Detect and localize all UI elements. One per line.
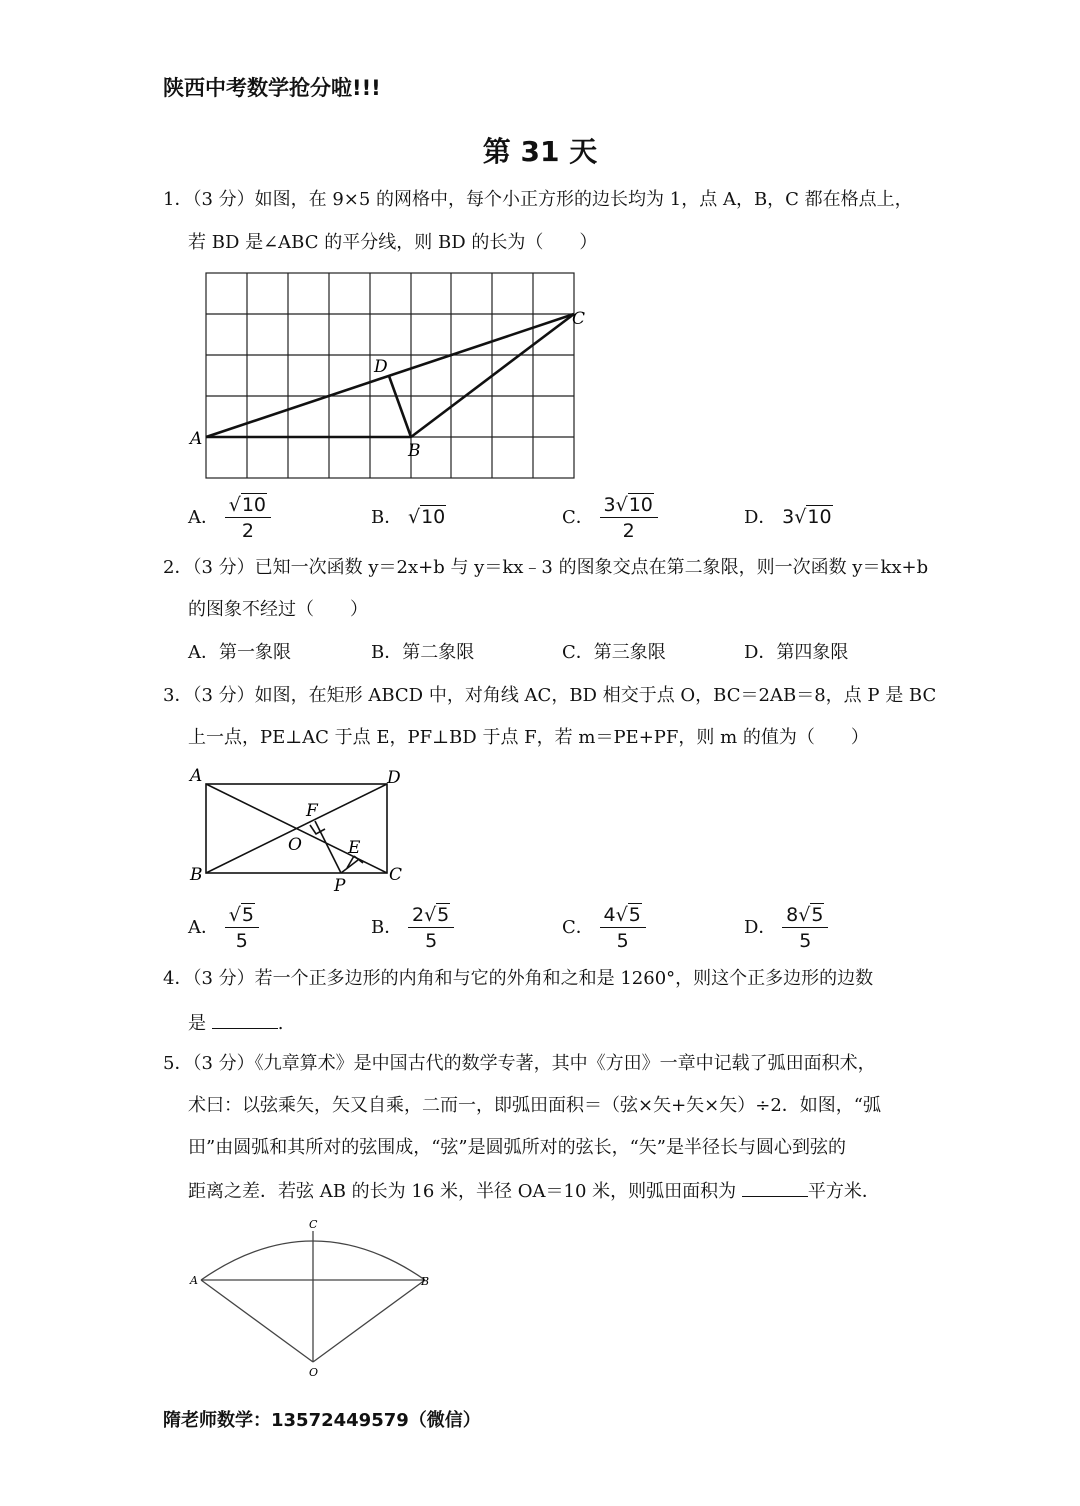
- q1-line2: 若 BD 是∠ABC 的平分线，则 BD 的长为（ ）: [188, 232, 598, 253]
- q5-label-b: B: [421, 1275, 430, 1288]
- day-title: 第 31 天: [482, 135, 598, 168]
- q1-option-c-label: C．: [562, 507, 594, 528]
- page-header-title: 陕西中考数学抢分啦!!!: [163, 76, 381, 100]
- q1-option-a[interactable]: [188, 494, 271, 542]
- q1-line1: 1．（3 分）如图，在 9×5 的网格中，每个小正方形的边长均为 1，点 A，B，C 都在格点上，: [163, 189, 913, 210]
- q2-option-b-label: B．: [371, 642, 403, 663]
- q5-line2: 术曰：以弦乘矢，矢又自乘，二而一，即弧田面积＝（弦×矢+矢×矢）÷2．如图，“弧: [188, 1095, 881, 1116]
- q2-option-c-text: 第三象限: [593, 642, 666, 663]
- q2-option-c-label: C．: [562, 642, 594, 663]
- q5-label-a: A: [190, 1274, 198, 1287]
- q3-option-a-fraction: $\frac{√5}{5}$: [225, 904, 259, 952]
- q2-line1: 2．（3 分）已知一次函数 y＝2x+b 与 y＝kx﹣3 的图象交点在第二象限，则一次函数 y＝kx+b: [163, 557, 929, 578]
- q1-option-d[interactable]: D． 3√10: [744, 506, 832, 528]
- q2-option-c[interactable]: [562, 641, 666, 665]
- q3-segment-pf: [315, 821, 341, 873]
- q5-arc-figure: [180, 1210, 450, 1380]
- q5-line3: 田”由圆弧和其所对的弦围成，“弦”是圆弧所对的弦长，“矢”是半径长与圆心到弦的: [188, 1137, 847, 1158]
- q1-label-d: D: [374, 357, 388, 377]
- q1-option-d-label: D．: [744, 507, 777, 528]
- q3-option-b-fraction: $\frac{2√5}{5}$: [408, 904, 454, 952]
- q1-option-b[interactable]: B． √10: [371, 506, 446, 528]
- q3-label-b: B: [190, 865, 203, 885]
- q3-label-f: F: [306, 801, 318, 821]
- q2-option-d-text: 第四象限: [776, 642, 849, 663]
- q2-line2: 的图象不经过（ ）: [188, 599, 368, 620]
- q3-option-b-label: B．: [371, 917, 403, 938]
- q1-segment-ac: [206, 314, 574, 437]
- q5-label-o: O: [309, 1366, 319, 1379]
- q4-line2: 是 .: [188, 1010, 283, 1036]
- q1-option-a-label: A．: [188, 507, 219, 528]
- q3-option-a-label: A．: [188, 917, 219, 938]
- q1-label-a: A: [190, 429, 203, 449]
- q2-option-a[interactable]: [188, 641, 291, 665]
- q3-option-d-fraction: $\frac{8√5}{5}$: [782, 904, 828, 952]
- q3-option-c[interactable]: [562, 904, 646, 952]
- q1-option-c[interactable]: [562, 494, 658, 542]
- q1-label-b: B: [408, 441, 421, 461]
- q5-answer-blank[interactable]: [742, 1178, 808, 1197]
- q2-option-d-label: D．: [744, 642, 777, 663]
- q1-grid-figure: [180, 262, 600, 492]
- q3-label-c: C: [389, 865, 403, 885]
- q3-label-a: A: [190, 766, 203, 786]
- q3-rectangle-figure: [180, 760, 420, 900]
- q5-label-c: C: [309, 1218, 318, 1231]
- q3-option-d-label: D．: [744, 917, 777, 938]
- q5-line1: 5．（3 分）《九章算术》是中国古代的数学专著，其中《方田》一章中记载了弧田面积术，: [163, 1053, 876, 1074]
- q5-radius-ob: [313, 1280, 425, 1362]
- q2-option-a-label: A．: [188, 642, 219, 663]
- q1-option-b-label: B．: [371, 507, 403, 528]
- q5-radius-oa: [201, 1280, 313, 1362]
- q3-option-d[interactable]: [744, 904, 828, 952]
- q3-option-c-fraction: $\frac{4√5}{5}$: [600, 904, 646, 952]
- page-footer: 隋老师数学：13572449579（微信）: [163, 1410, 481, 1431]
- q4-answer-blank[interactable]: [212, 1010, 278, 1029]
- q3-label-e: E: [348, 838, 361, 858]
- q3-label-o: O: [288, 835, 302, 855]
- q2-option-b[interactable]: [371, 641, 474, 665]
- q2-option-a-text: 第一象限: [219, 642, 291, 663]
- q3-label-p: P: [334, 876, 346, 896]
- q1-option-c-fraction: $\frac{3√10}{2}$: [600, 494, 658, 542]
- q3-line1: 3．（3 分）如图，在矩形 ABCD 中，对角线 AC，BD 相交于点 O，BC＝2AB＝8，点 P 是 BC: [163, 685, 937, 706]
- q1-segment-bd: [389, 376, 411, 437]
- q4-line1: 4．（3 分）若一个正多边形的内角和与它的外角和之和是 1260°，则这个正多边形的边数: [163, 968, 874, 989]
- q3-line2: 上一点，PE⊥AC 于点 E，PF⊥BD 于点 F，若 m＝PE+PF，则 m 的值为（ ）: [188, 727, 869, 748]
- q3-option-a[interactable]: [188, 904, 259, 952]
- q1-option-a-fraction: $\frac{√10}{2}$: [225, 494, 271, 542]
- q2-option-b-text: 第二象限: [402, 642, 475, 663]
- q3-label-d: D: [387, 768, 401, 788]
- q1-label-c: C: [572, 309, 586, 329]
- q2-option-d[interactable]: [744, 641, 848, 665]
- q3-option-c-label: C．: [562, 917, 594, 938]
- q5-line4: 距离之差．若弦 AB 的长为 16 米，半径 OA＝10 米，则弧田面积为 平方米．: [188, 1178, 880, 1204]
- q3-segment-pe: [341, 860, 358, 873]
- q3-option-b[interactable]: [371, 904, 454, 952]
